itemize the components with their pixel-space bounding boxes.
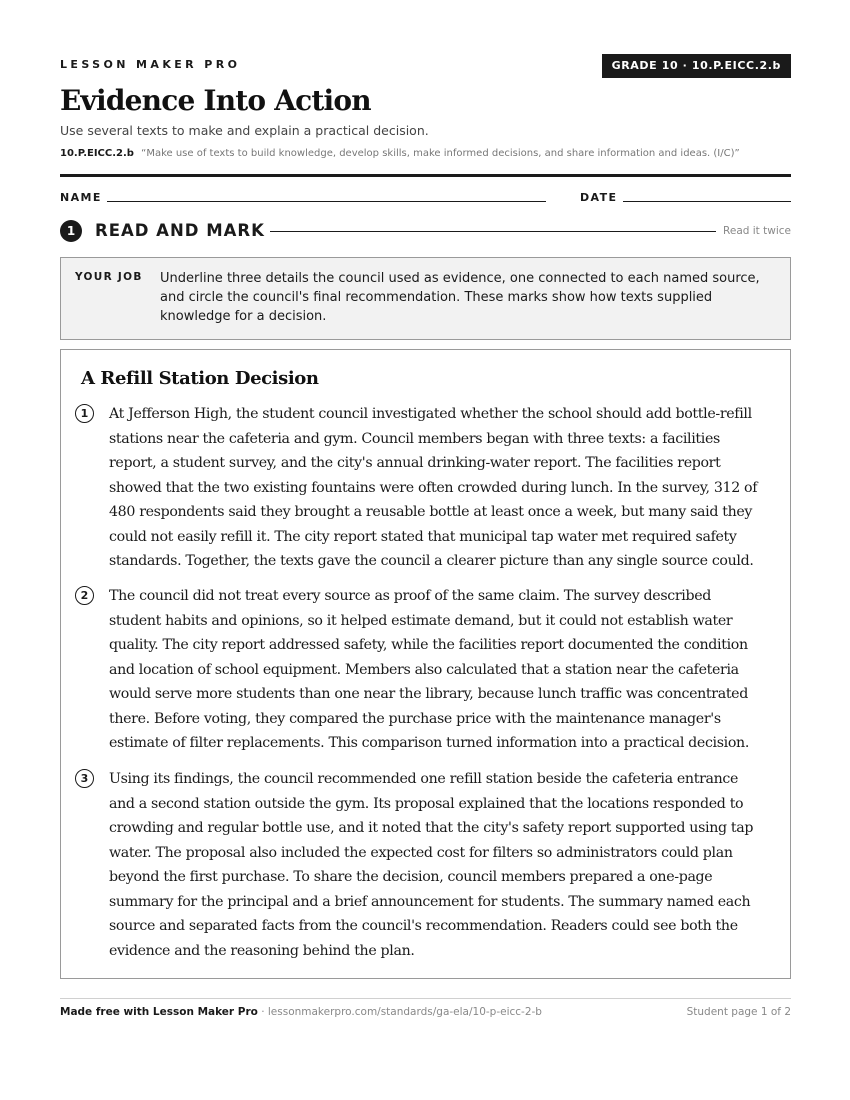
- section-number-badge: 1: [60, 220, 82, 242]
- name-field[interactable]: [107, 201, 546, 202]
- standard-line: [60, 148, 740, 159]
- passage-title: A Refill Station Decision: [81, 368, 319, 389]
- paragraph-number-icon: 2: [75, 586, 94, 605]
- top-bar: [60, 54, 791, 78]
- page-subtitle: Use several texts to make and explain a practical decision.: [60, 123, 429, 138]
- paragraph-text: The council did not treat every source as proof of the same claim. The survey described student habits and opinions, so it helped estimate demand, but it could not establish water quality. The city report addressed safety, while the facilities report documented the condition and location of school equipment. Members also calculated that a station near the cafeteria would serve more students than one near the library, because lunch traffic was concentrated there. Before voting, they compared the purchase price with the maintenance manager's estimate of filter replacements. This comparison turned information into a practical decision.: [109, 588, 749, 751]
- job-box: [60, 257, 791, 340]
- paragraph-text: Using its findings, the council recommended one refill station beside the cafeteria entrance and a second station outside the gym. Its proposal explained that the locations responded to crowding and regular bottle use, and it noted that the city's safety report supported using tap water. The proposal also included the expected cost for filters so administrators could plan beyond the first purchase. To share the decision, council members prepared a one-page summary for the principal and a brief announcement for students. The summary named each source and separated facts from the council's recommendation. Readers could see both the evidence and the reasoning behind the plan.: [109, 771, 754, 959]
- footer-link[interactable]: lessonmakerpro.com/standards/ga-ela/10-p-eicc-2-b: [267, 1006, 542, 1018]
- job-instructions: Underline three details the council used as evidence, one connected to each named source, and circle the council's final recommendation. These marks show how texts supplied knowledge for a decision.: [160, 271, 760, 324]
- grade-badge: GRADE 10 · 10.P.EICC.2.b: [602, 54, 791, 78]
- reading-passage: [60, 349, 791, 979]
- date-field[interactable]: [623, 201, 791, 202]
- footer-credit: [60, 1006, 542, 1018]
- standard-code: 10.P.EICC.2.b: [60, 148, 134, 159]
- paragraph-text: At Jefferson High, the student council investigated whether the school should add bottle-refill stations near the cafeteria and gym. Council members began with three texts: a facilities report, a student survey, and the city's annual drinking-water report. The facilities report showed that the two existing fountains were often crowded during lunch. In the survey, 312 of 480 respondents said they brought a reusable bottle at least once a week, but many said they could not easily refill it. The city report stated that municipal tap water met required safety standards. Together, the texts gave the council a clearer picture than any single source could.: [109, 406, 758, 569]
- section-title: READ AND MARK: [95, 221, 265, 240]
- section-rule: [270, 231, 716, 232]
- section-header: [60, 218, 791, 244]
- date-label: DATE: [580, 191, 618, 204]
- footer-brand: Made free with Lesson Maker Pro: [60, 1006, 258, 1018]
- standard-text: “Make use of texts to build knowledge, develop skills, make informed decisions, and share information and ideas. (I/C)”: [141, 148, 740, 159]
- page-number: Student page 1 of 2: [686, 1006, 791, 1018]
- section-note: Read it twice: [723, 225, 791, 237]
- header-divider: [60, 174, 791, 177]
- footer-divider: [60, 998, 791, 999]
- paragraph-number-icon: 3: [75, 769, 94, 788]
- brand-name: LESSON MAKER PRO: [60, 58, 241, 71]
- paragraph-number-icon: 1: [75, 404, 94, 423]
- page-title: Evidence Into Action: [60, 84, 371, 117]
- job-label: YOUR JOB: [75, 271, 143, 283]
- name-label: NAME: [60, 191, 102, 204]
- footer-separator: ·: [257, 1006, 268, 1018]
